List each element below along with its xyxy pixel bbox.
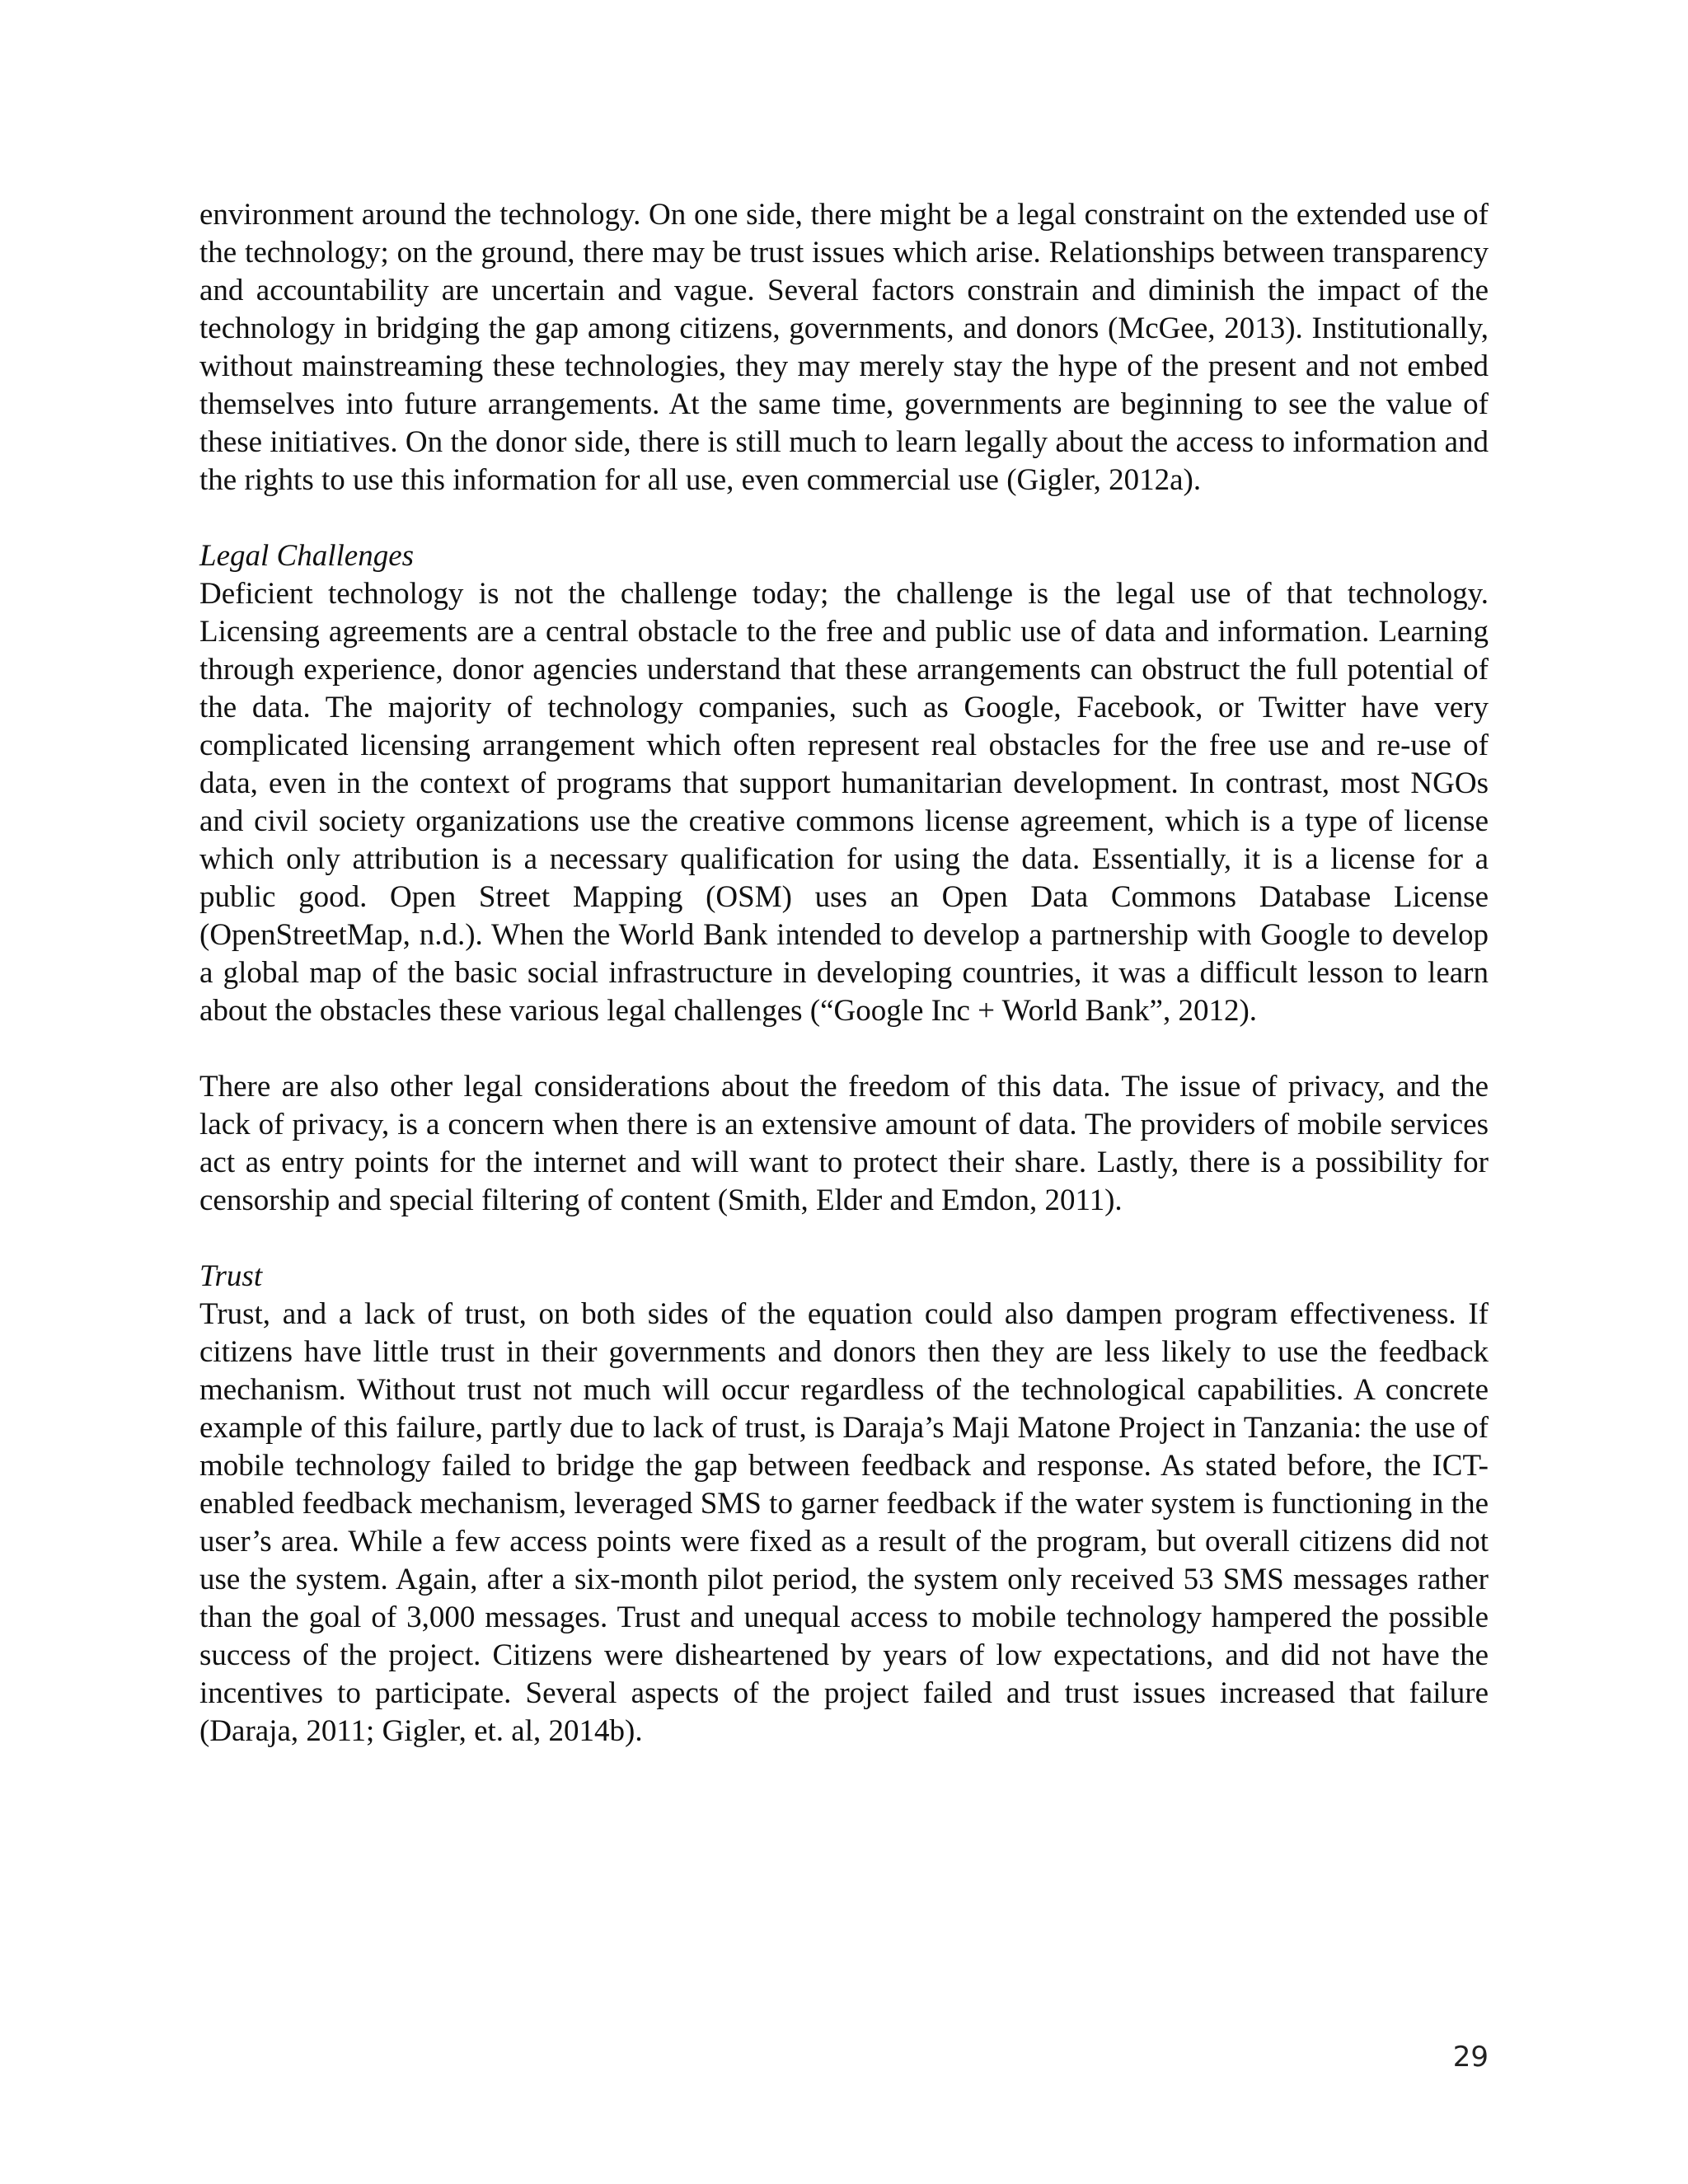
page-content	[199, 196, 1489, 1750]
legal-considerations-paragraph: There are also other legal considerations about the freedom of this data. The issue of privacy, and the lack of privacy, is a concern when there is an extensive amount of data. The providers of mobile services act as entry points for the internet and will want to protect their share. Lastly, there is a possibility for censorship and special filtering of content (Smith, Elder and Emdon, 2011).	[199, 1070, 1489, 1217]
page-number: 29	[1452, 2041, 1489, 2074]
section-heading-legal-challenges: Legal Challenges	[199, 539, 415, 573]
paragraph-spacer	[199, 1030, 1489, 1068]
paragraph-spacer	[199, 1220, 1489, 1258]
intro-paragraph: environment around the technology. On one side, there might be a legal constraint on the extended use of the technology; on the ground, there may be trust issues which arise. Relationships between transparency and accountability are uncertain and vague. Several factors constrain and diminish the impact of the technology in bridging the gap among citizens, governments, and donors (McGee, 2013). Institutionally, without mainstreaming these technologies, they may merely stay the hype of the present and not embed themselves into future arrangements. At the same time, governments are beginning to see the value of these initiatives. On the donor side, there is still much to learn legally about the access to information and the rights to use this information for all use, even commercial use (Gigler, 2012a).	[199, 198, 1489, 497]
paragraph-spacer	[199, 499, 1489, 537]
section-heading-trust: Trust	[199, 1259, 263, 1293]
legal-challenges-paragraph: Deficient technology is not the challenge today; the challenge is the legal use of that technology. Licensing agreements are a central obstacle to the free and public use of data and information. Learning through experience, donor agencies understand that these arrangements can obstruct the full potential of the data. The majority of technology companies, such as Google, Facebook, or Twitter have very complicated licensing arrangement which often represent real obstacles for the free use and re-use of data, even in the context of programs that support humanitarian development. In contrast, most NGOs and civil society organizations use the creative commons license agreement, which is a type of license which only attribution is a necessary qualification for using the data. Essentially, it is a license for a public good. Open Street Mapping (OSM) uses an Open Data Commons Database License (OpenStreetMap, n.d.). When the World Bank intended to develop a partnership with Google to develop a global map of the basic social infrastructure in developing countries, it was a difficult lesson to learn about the obstacles these various legal challenges (“Google Inc + World Bank”, 2012).	[199, 577, 1489, 1028]
trust-paragraph: Trust, and a lack of trust, on both sides of the equation could also dampen program effectiveness. If citizens have little trust in their governments and donors then they are less likely to use the feedback mechanism. Without trust not much will occur regardless of the technological capabilities. A concrete example of this failure, partly due to lack of trust, is Daraja’s Maji Matone Project in Tanzania: the use of mobile technology failed to bridge the gap between feedback and response. As stated before, the ICT-enabled feedback mechanism, leveraged SMS to garner feedback if the water system is functioning in the user’s area. While a few access points were fixed as a result of the program, but overall citizens did not use the system. Again, after a six-month pilot period, the system only received 53 SMS messages rather than the goal of 3,000 messages. Trust and unequal access to mobile technology hampered the possible success of the project. Citizens were disheartened by years of low expectations, and did not have the incentives to participate. Several aspects of the project failed and trust issues increased that failure (Daraja, 2011; Gigler, et. al, 2014b).	[199, 1297, 1489, 1748]
